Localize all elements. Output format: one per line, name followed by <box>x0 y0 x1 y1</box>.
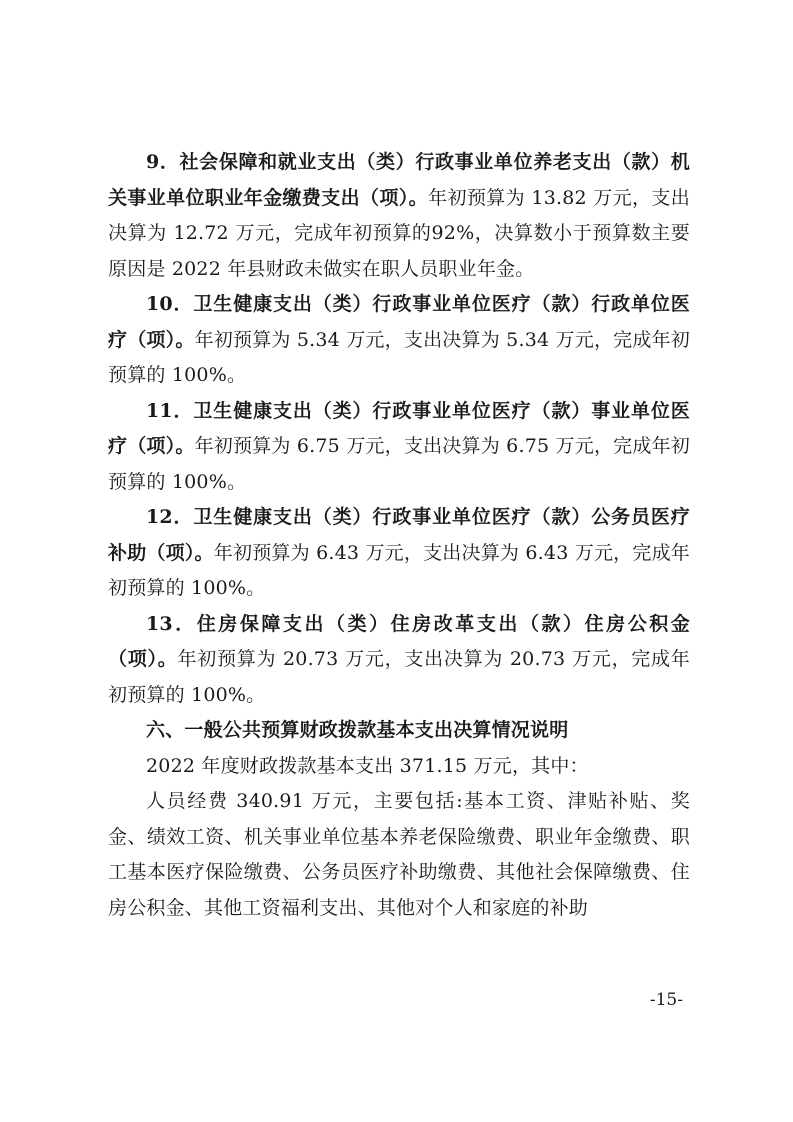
section-heading: 六、一般公共预算财政拨款基本支出决算情况说明 <box>146 719 569 741</box>
summary-paragraph: 2022 年度财政拨款基本支出 371.15 万元，其中： <box>146 754 589 777</box>
paragraph-item-10 <box>108 287 690 394</box>
item-10-text: 年初预算为 5.34 万元，支出决算为 5.34 万元，完成年初预算的 100%。 <box>108 328 690 386</box>
item-11-title: 11．卫生健康支出（类）行政事业单位医疗（款）事业单位医疗（项）。 <box>108 399 690 457</box>
paragraph-item-12 <box>108 500 690 607</box>
paragraph-item-13 <box>108 607 690 714</box>
item-13-title: 13．住房保障支出（类）住房改革支出（款）住房公积金（项）。 <box>108 612 690 670</box>
paragraph-item-9 <box>108 145 690 287</box>
personnel-paragraph: 人员经费 340.91 万元，主要包括:基本工资、津贴补贴、奖金、绩效工资、机关事业单位基本养老保险缴费、职业年金缴费、职工基本医疗保险缴费、公务员医疗补助缴费、其他社会保障缴费、住房公积金、其他工资福利支出、其他对个人和家庭的补助 <box>108 790 690 919</box>
item-9-title: 9．社会保障和就业支出（类）行政事业单位养老支出（款）机关事业单位职业年金缴费支出（项）。 <box>108 151 690 209</box>
item-9-text: 年初预算为 13.82 万元，支出决算为 12.72 万元，完成年初预算的92%，决算数小于预算数主要原因是 2022 年县财政未做实在职人员职业年金。 <box>108 186 691 280</box>
item-13-text: 年初预算为 20.73 万元，支出决算为 20.73 万元，完成年初预算的 100%。 <box>108 648 690 706</box>
item-11-text: 年初预算为 6.75 万元，支出决算为 6.75 万元，完成年初预算的 100%。 <box>108 435 690 493</box>
page-number: -15- <box>649 990 683 1010</box>
document-body <box>108 145 690 926</box>
paragraph-item-11 <box>108 394 690 501</box>
item-12-title: 12．卫生健康支出（类）行政事业单位医疗（款）公务员医疗补助（项）。 <box>108 506 690 564</box>
item-10-title: 10．卫生健康支出（类）行政事业单位医疗（款）行政单位医疗（项）。 <box>108 293 690 351</box>
item-12-text: 年初预算为 6.43 万元，支出决算为 6.43 万元，完成年初预算的 100%。 <box>108 541 691 599</box>
